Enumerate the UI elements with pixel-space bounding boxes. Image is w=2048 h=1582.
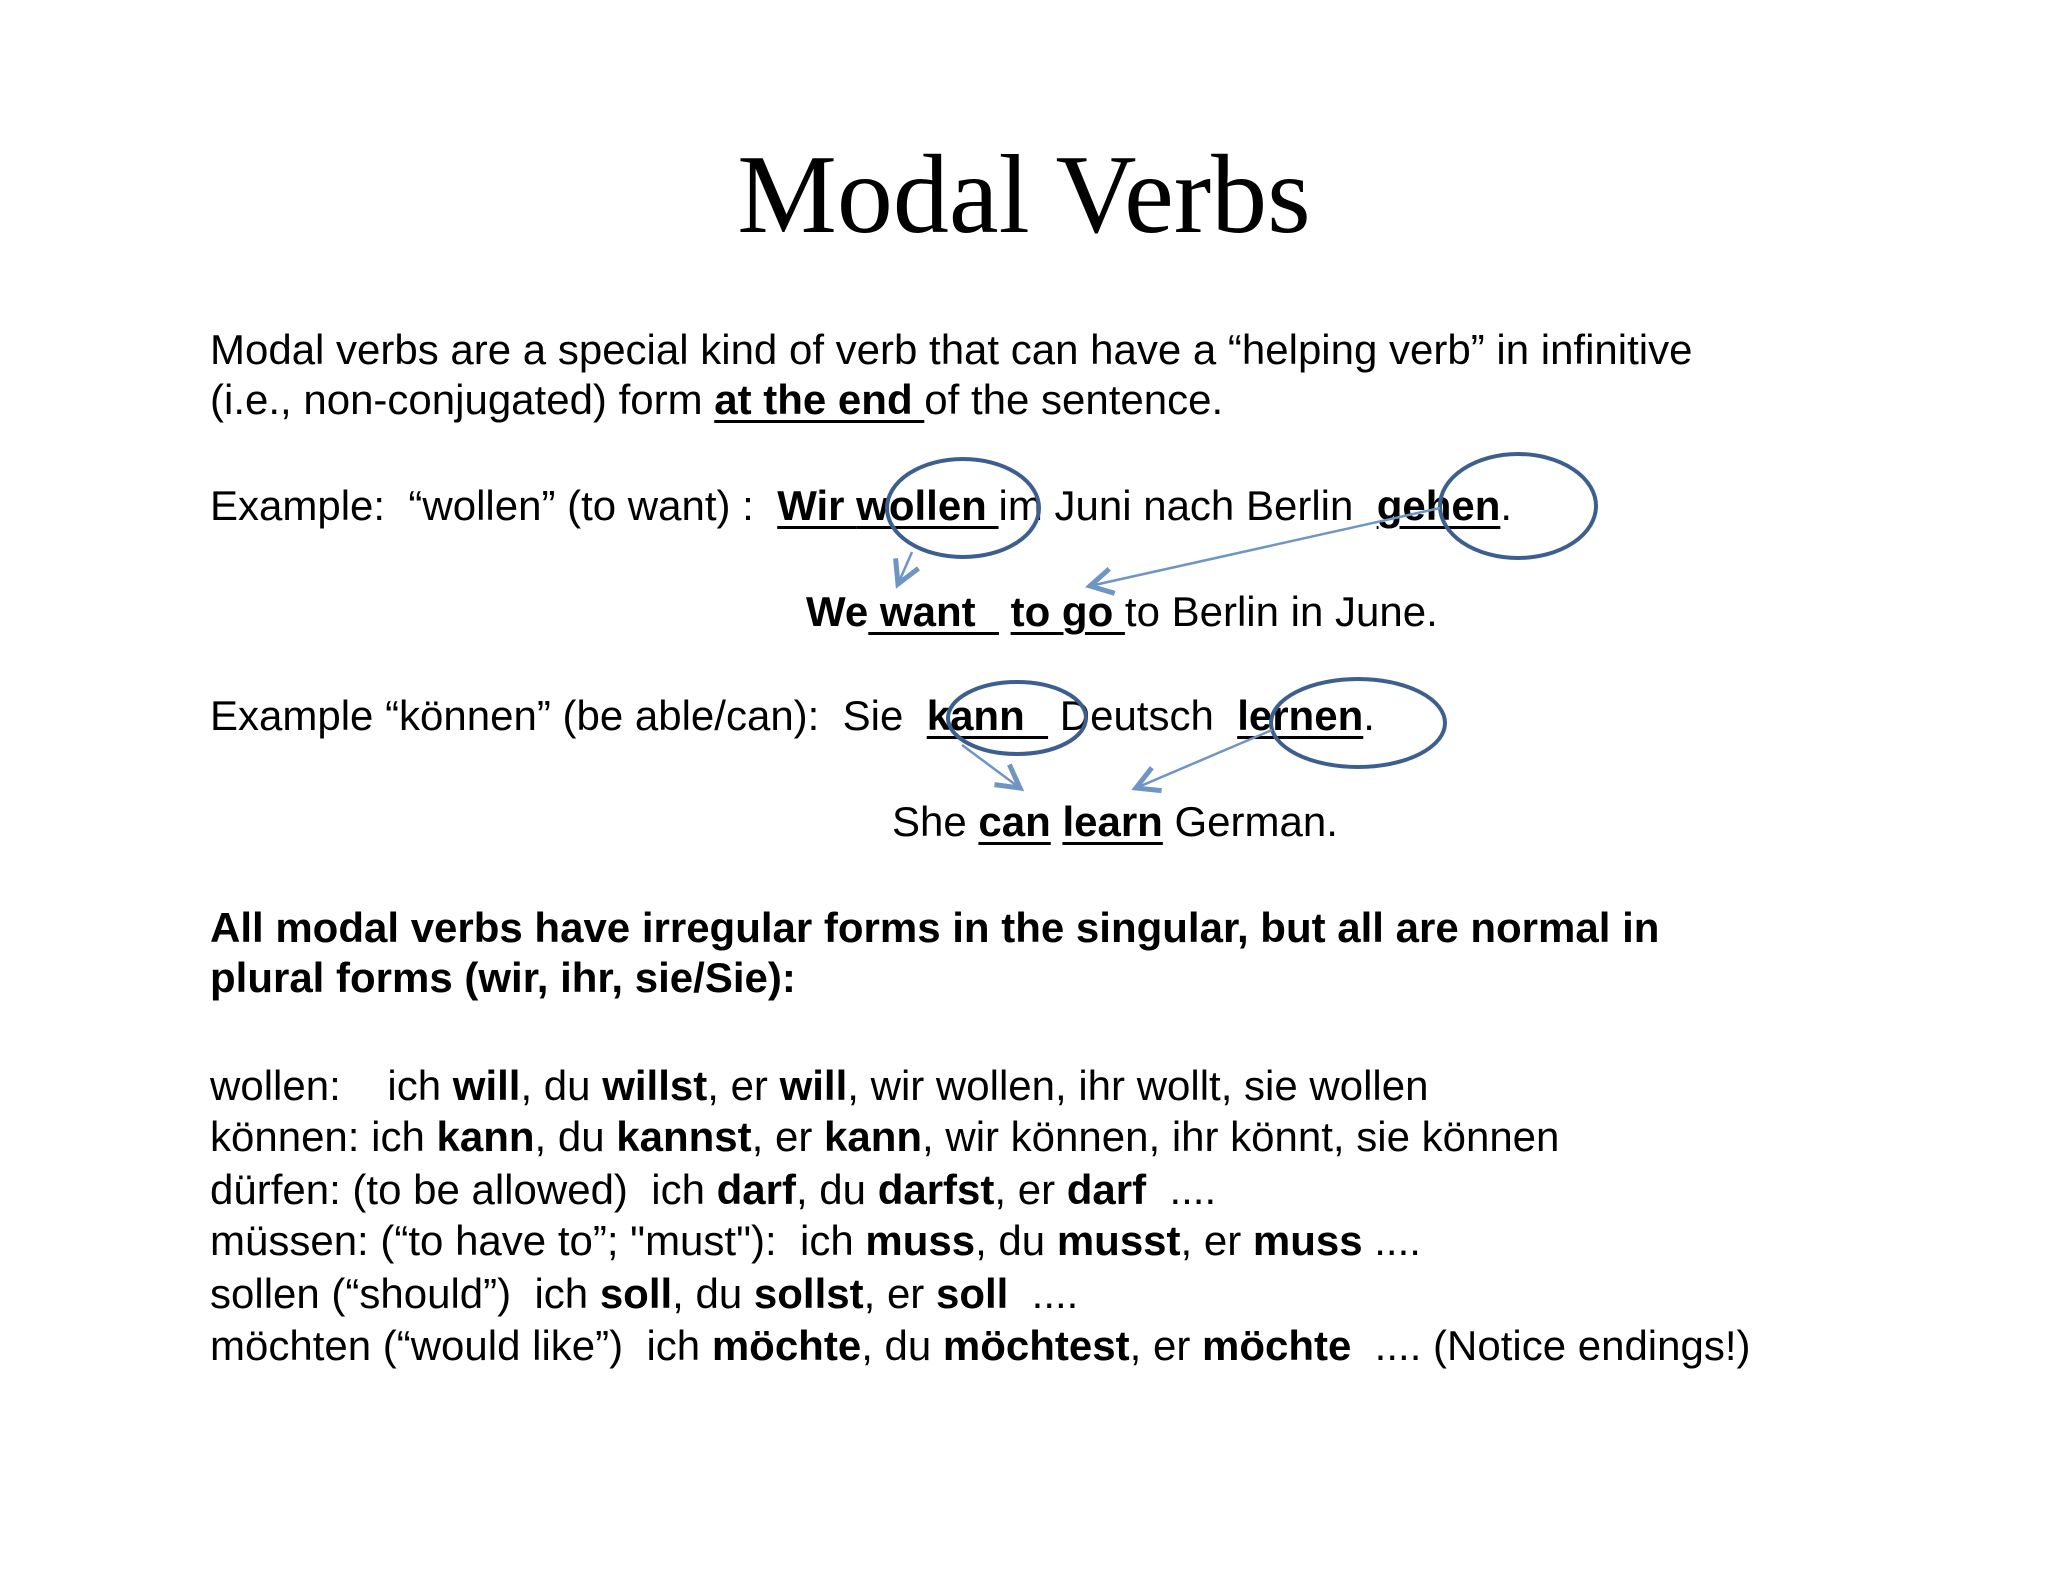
conj-form: sollst bbox=[753, 1270, 864, 1317]
conj-sep: , er bbox=[751, 1113, 824, 1160]
example1-en-subject: We bbox=[806, 588, 869, 635]
arrow-kann-to-can bbox=[962, 745, 1020, 788]
conj-form: möchte bbox=[1201, 1322, 1352, 1369]
intro-text-end: of the sentence. bbox=[924, 376, 1224, 423]
example1-de-middle: im Juni nach Berlin bbox=[998, 482, 1377, 529]
conj-form: soll bbox=[599, 1270, 673, 1317]
example2-en-subject: She bbox=[892, 798, 979, 845]
intro-text: (i.e., non-conjugated) form bbox=[210, 376, 715, 423]
rule-line-2: plural forms (wir, ihr, sie/Sie): bbox=[210, 954, 796, 1001]
example2-german bbox=[210, 690, 1375, 742]
conjugation-muessen bbox=[210, 1215, 1421, 1267]
example1-en-rest: to Berlin in June. bbox=[1124, 588, 1438, 635]
conj-sep: , du bbox=[861, 1322, 943, 1369]
conj-form: will bbox=[779, 1062, 848, 1109]
arrow-wollen-to-want bbox=[898, 552, 912, 584]
conj-sep: , er bbox=[1129, 1322, 1202, 1369]
example1-english bbox=[806, 586, 1438, 638]
conj-label: müssen: (“to have to”; "must"): ich bbox=[210, 1217, 866, 1264]
conj-form: will bbox=[452, 1062, 521, 1109]
conj-sep: , du bbox=[534, 1113, 617, 1160]
conj-form: kannst bbox=[616, 1113, 752, 1160]
example2-de-end: . bbox=[1363, 692, 1375, 739]
conj-label: wollen: ich bbox=[210, 1062, 453, 1109]
example1-en-gap bbox=[999, 588, 1011, 635]
conj-tail: .... bbox=[1362, 1217, 1421, 1264]
intro-emphasis: at the end bbox=[714, 376, 925, 423]
conj-label: sollen (“should”) ich bbox=[210, 1270, 600, 1317]
conj-form: muss bbox=[1252, 1217, 1363, 1264]
conjugation-wollen bbox=[210, 1060, 1428, 1112]
example2-english bbox=[892, 796, 1338, 848]
slide-title: Modal Verbs bbox=[737, 133, 1311, 257]
example2-en-rest: German. bbox=[1162, 798, 1338, 845]
conj-tail: , wir können, ihr könnt, sie können bbox=[922, 1113, 1560, 1160]
conj-tail: .... bbox=[1008, 1270, 1079, 1317]
example1-en-modal: want bbox=[868, 588, 999, 635]
example1-de-infinitive: gehen bbox=[1376, 482, 1501, 529]
example2-en-modal: can bbox=[978, 798, 1051, 845]
conj-sep: , er bbox=[707, 1062, 780, 1109]
intro-line-1: Modal verbs are a special kind of verb that can have a “helping verb” in infinitive bbox=[210, 326, 1693, 373]
conj-tail: , wir wollen, ihr wollt, sie wollen bbox=[847, 1062, 1429, 1109]
example2-label: Example “können” (be able/can): Sie bbox=[210, 692, 927, 739]
conjugation-duerfen bbox=[210, 1164, 1216, 1216]
conj-form: möchte bbox=[711, 1322, 862, 1369]
conj-sep: , du bbox=[975, 1217, 1057, 1264]
example1-de-modal: wollen bbox=[856, 482, 999, 529]
example2-de-modal: kann bbox=[926, 692, 1049, 739]
intro-line-2 bbox=[210, 374, 1223, 426]
example2-de-infinitive: lernen bbox=[1237, 692, 1364, 739]
conj-sep: , er bbox=[1180, 1217, 1253, 1264]
example2-en-gap bbox=[1051, 798, 1063, 845]
conj-sep: , du bbox=[520, 1062, 603, 1109]
conj-sep: , du bbox=[795, 1166, 878, 1213]
conj-tail: .... bbox=[1146, 1166, 1217, 1213]
example2-en-infinitive: learn bbox=[1062, 798, 1163, 845]
example1-de-end: . bbox=[1500, 482, 1513, 529]
example2-de-middle: Deutsch bbox=[1048, 692, 1238, 739]
conj-form: darfst bbox=[877, 1166, 995, 1213]
example1-german bbox=[210, 480, 1512, 532]
example1-label: Example: “wollen” (to want) : bbox=[210, 482, 778, 529]
conj-sep: , er bbox=[863, 1270, 936, 1317]
example1-en-infinitive: to go bbox=[1010, 588, 1125, 635]
conj-form: musst bbox=[1056, 1217, 1181, 1264]
conj-label: möchten (“would like”) ich bbox=[210, 1322, 712, 1369]
conj-sep: , du bbox=[672, 1270, 754, 1317]
conj-form: soll bbox=[935, 1270, 1009, 1317]
conj-tail: .... (Notice endings!) bbox=[1351, 1322, 1751, 1369]
conjugation-moechten bbox=[210, 1320, 1751, 1372]
conj-form: kann bbox=[436, 1113, 535, 1160]
conj-sep: , er bbox=[994, 1166, 1067, 1213]
conj-form: möchtest bbox=[942, 1322, 1130, 1369]
conjugation-koennen bbox=[210, 1111, 1559, 1163]
rule-line-1: All modal verbs have irregular forms in the singular, but all are normal in bbox=[210, 904, 1660, 951]
conjugation-sollen bbox=[210, 1268, 1078, 1320]
conj-label: können: ich bbox=[210, 1113, 437, 1160]
conj-form: muss bbox=[865, 1217, 976, 1264]
example1-de-subject: Wir bbox=[777, 482, 857, 529]
conj-label: dürfen: (to be allowed) ich bbox=[210, 1166, 717, 1213]
conj-form: darf bbox=[716, 1166, 796, 1213]
conj-form: darf bbox=[1066, 1166, 1147, 1213]
conj-form: kann bbox=[824, 1113, 923, 1160]
conj-form: willst bbox=[602, 1062, 708, 1109]
